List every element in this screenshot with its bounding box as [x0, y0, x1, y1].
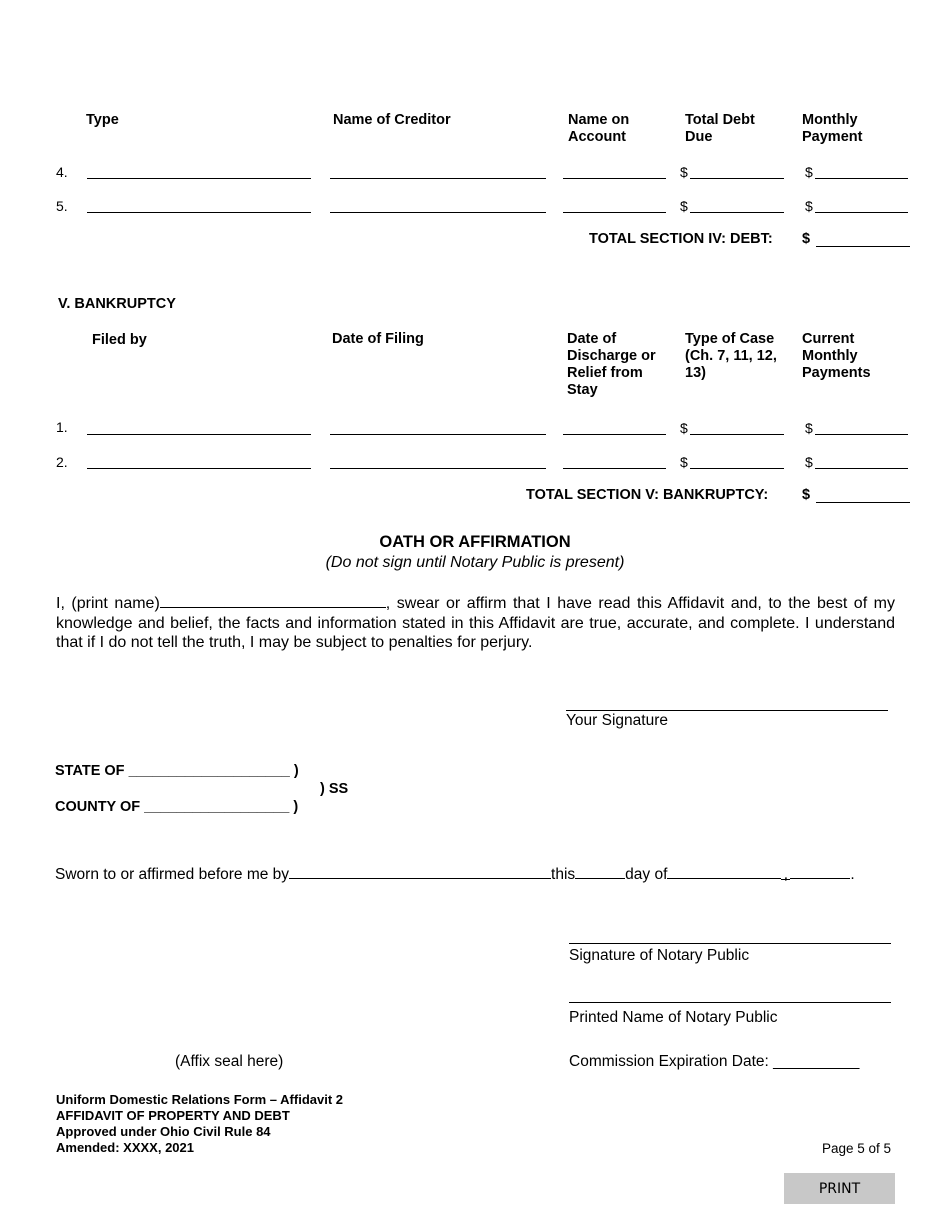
- dollar-sign: $: [680, 198, 688, 214]
- dollar-sign: $: [805, 164, 813, 180]
- bankruptcy-header-filed: Filed by: [92, 332, 147, 348]
- footer-line: AFFIDAVIT OF PROPERTY AND DEBT: [56, 1108, 290, 1123]
- debt-type-field[interactable]: [87, 212, 311, 213]
- debt-header-total: Total Debt Due: [685, 112, 755, 145]
- notary-signature-line[interactable]: [569, 943, 891, 944]
- bankruptcy-section-title: V. BANKRUPTCY: [58, 296, 176, 312]
- bankruptcy-date-field[interactable]: [330, 434, 546, 435]
- debt-total-field[interactable]: [690, 178, 784, 179]
- debt-type-field[interactable]: [87, 178, 311, 179]
- debt-header-monthly: Monthly Payment: [802, 112, 863, 145]
- row-number: 4.: [56, 164, 68, 180]
- month-field[interactable]: [667, 864, 781, 879]
- row-number: 5.: [56, 198, 68, 214]
- bankruptcy-header-discharge: Date of Discharge or Relief from Stay: [567, 331, 656, 398]
- bankruptcy-discharge-field[interactable]: [563, 434, 666, 435]
- debt-total-label: TOTAL SECTION IV: DEBT:: [589, 231, 773, 247]
- row-number: 1.: [56, 419, 68, 435]
- debt-creditor-field[interactable]: [330, 212, 546, 213]
- notary-signature-label: Signature of Notary Public: [569, 947, 750, 964]
- bankruptcy-total-label: TOTAL SECTION V: BANKRUPTCY:: [526, 487, 769, 503]
- bankruptcy-payment-field[interactable]: [815, 434, 908, 435]
- comma-text: ,: [781, 865, 790, 880]
- bankruptcy-date-field[interactable]: [330, 468, 546, 469]
- debt-account-field[interactable]: [563, 178, 666, 179]
- period-text: .: [850, 866, 855, 883]
- bankruptcy-payment-field[interactable]: [815, 468, 908, 469]
- dollar-sign: $: [805, 420, 813, 436]
- dollar-sign: $: [680, 420, 688, 436]
- debt-monthly-field[interactable]: [815, 212, 908, 213]
- dollar-sign: $: [680, 454, 688, 470]
- oath-text-rest: , swear or affirm that I have read this Affidavit and, to the best of my knowledge and belief, the facts and information stated in this Affidavit are true, accurate, and complete. I understand that if I do not tell the truth, I may be subject to penalties for perjury.: [56, 595, 896, 651]
- notary-printed-name-line[interactable]: [569, 1002, 891, 1003]
- year-field[interactable]: [790, 864, 850, 879]
- bankruptcy-filed-field[interactable]: [87, 468, 311, 469]
- oath-subtitle: (Do not sign until Notary Public is present): [325, 554, 625, 571]
- debt-header-account: Name on Account: [568, 112, 630, 145]
- form-footer: [56, 1092, 343, 1156]
- state-of-label: STATE OF ____________________ ): [55, 763, 299, 779]
- bankruptcy-case-field[interactable]: [690, 434, 784, 435]
- oath-paragraph: [56, 593, 895, 653]
- footer-line: Amended: XXXX, 2021: [56, 1140, 194, 1155]
- dollar-sign: $: [802, 487, 811, 503]
- sworn-line: [55, 864, 855, 884]
- notary-printed-name-label: Printed Name of Notary Public: [569, 1009, 778, 1026]
- oath-text-start: I, (print name): [56, 595, 160, 612]
- bankruptcy-header-current: Current Monthly Payments: [802, 331, 871, 381]
- debt-header-creditor: Name of Creditor: [333, 112, 451, 128]
- bankruptcy-section-total-field[interactable]: [816, 502, 910, 503]
- debt-header-type: Type: [86, 112, 119, 128]
- this-text: this: [551, 866, 576, 883]
- bankruptcy-header-case: Type of Case (Ch. 7, 11, 12, 13): [685, 331, 777, 381]
- commission-expiration-label: Commission Expiration Date: __________: [569, 1053, 860, 1070]
- affix-seal-label: (Affix seal here): [175, 1053, 284, 1070]
- sworn-text: Sworn to or affirmed before me by: [55, 866, 290, 883]
- bankruptcy-discharge-field[interactable]: [563, 468, 666, 469]
- ss-label: ) SS: [320, 781, 349, 797]
- debt-total-field[interactable]: [690, 212, 784, 213]
- oath-title: OATH OR AFFIRMATION: [379, 533, 571, 551]
- day-field[interactable]: [575, 864, 625, 879]
- county-of-label: COUNTY OF __________________ ): [55, 799, 299, 815]
- debt-account-field[interactable]: [563, 212, 666, 213]
- your-signature-label: Your Signature: [566, 712, 668, 729]
- page-number: Page 5 of 5: [822, 1141, 892, 1156]
- day-of-text: day of: [625, 866, 668, 883]
- row-number: 2.: [56, 454, 68, 470]
- footer-line: Uniform Domestic Relations Form – Affidavit 2: [56, 1092, 344, 1107]
- print-name-field[interactable]: [160, 593, 386, 608]
- dollar-sign: $: [805, 454, 813, 470]
- dollar-sign: $: [805, 198, 813, 214]
- print-button[interactable]: PRINT: [784, 1173, 895, 1204]
- bankruptcy-filed-field[interactable]: [87, 434, 311, 435]
- bankruptcy-case-field[interactable]: [690, 468, 784, 469]
- footer-line: Approved under Ohio Civil Rule 84: [56, 1124, 271, 1139]
- bankruptcy-header-date: Date of Filing: [332, 331, 424, 347]
- debt-creditor-field[interactable]: [330, 178, 546, 179]
- debt-section-total-field[interactable]: [816, 246, 910, 247]
- dollar-sign: $: [802, 231, 811, 247]
- dollar-sign: $: [680, 164, 688, 180]
- debt-monthly-field[interactable]: [815, 178, 908, 179]
- sworn-name-field[interactable]: [289, 864, 551, 879]
